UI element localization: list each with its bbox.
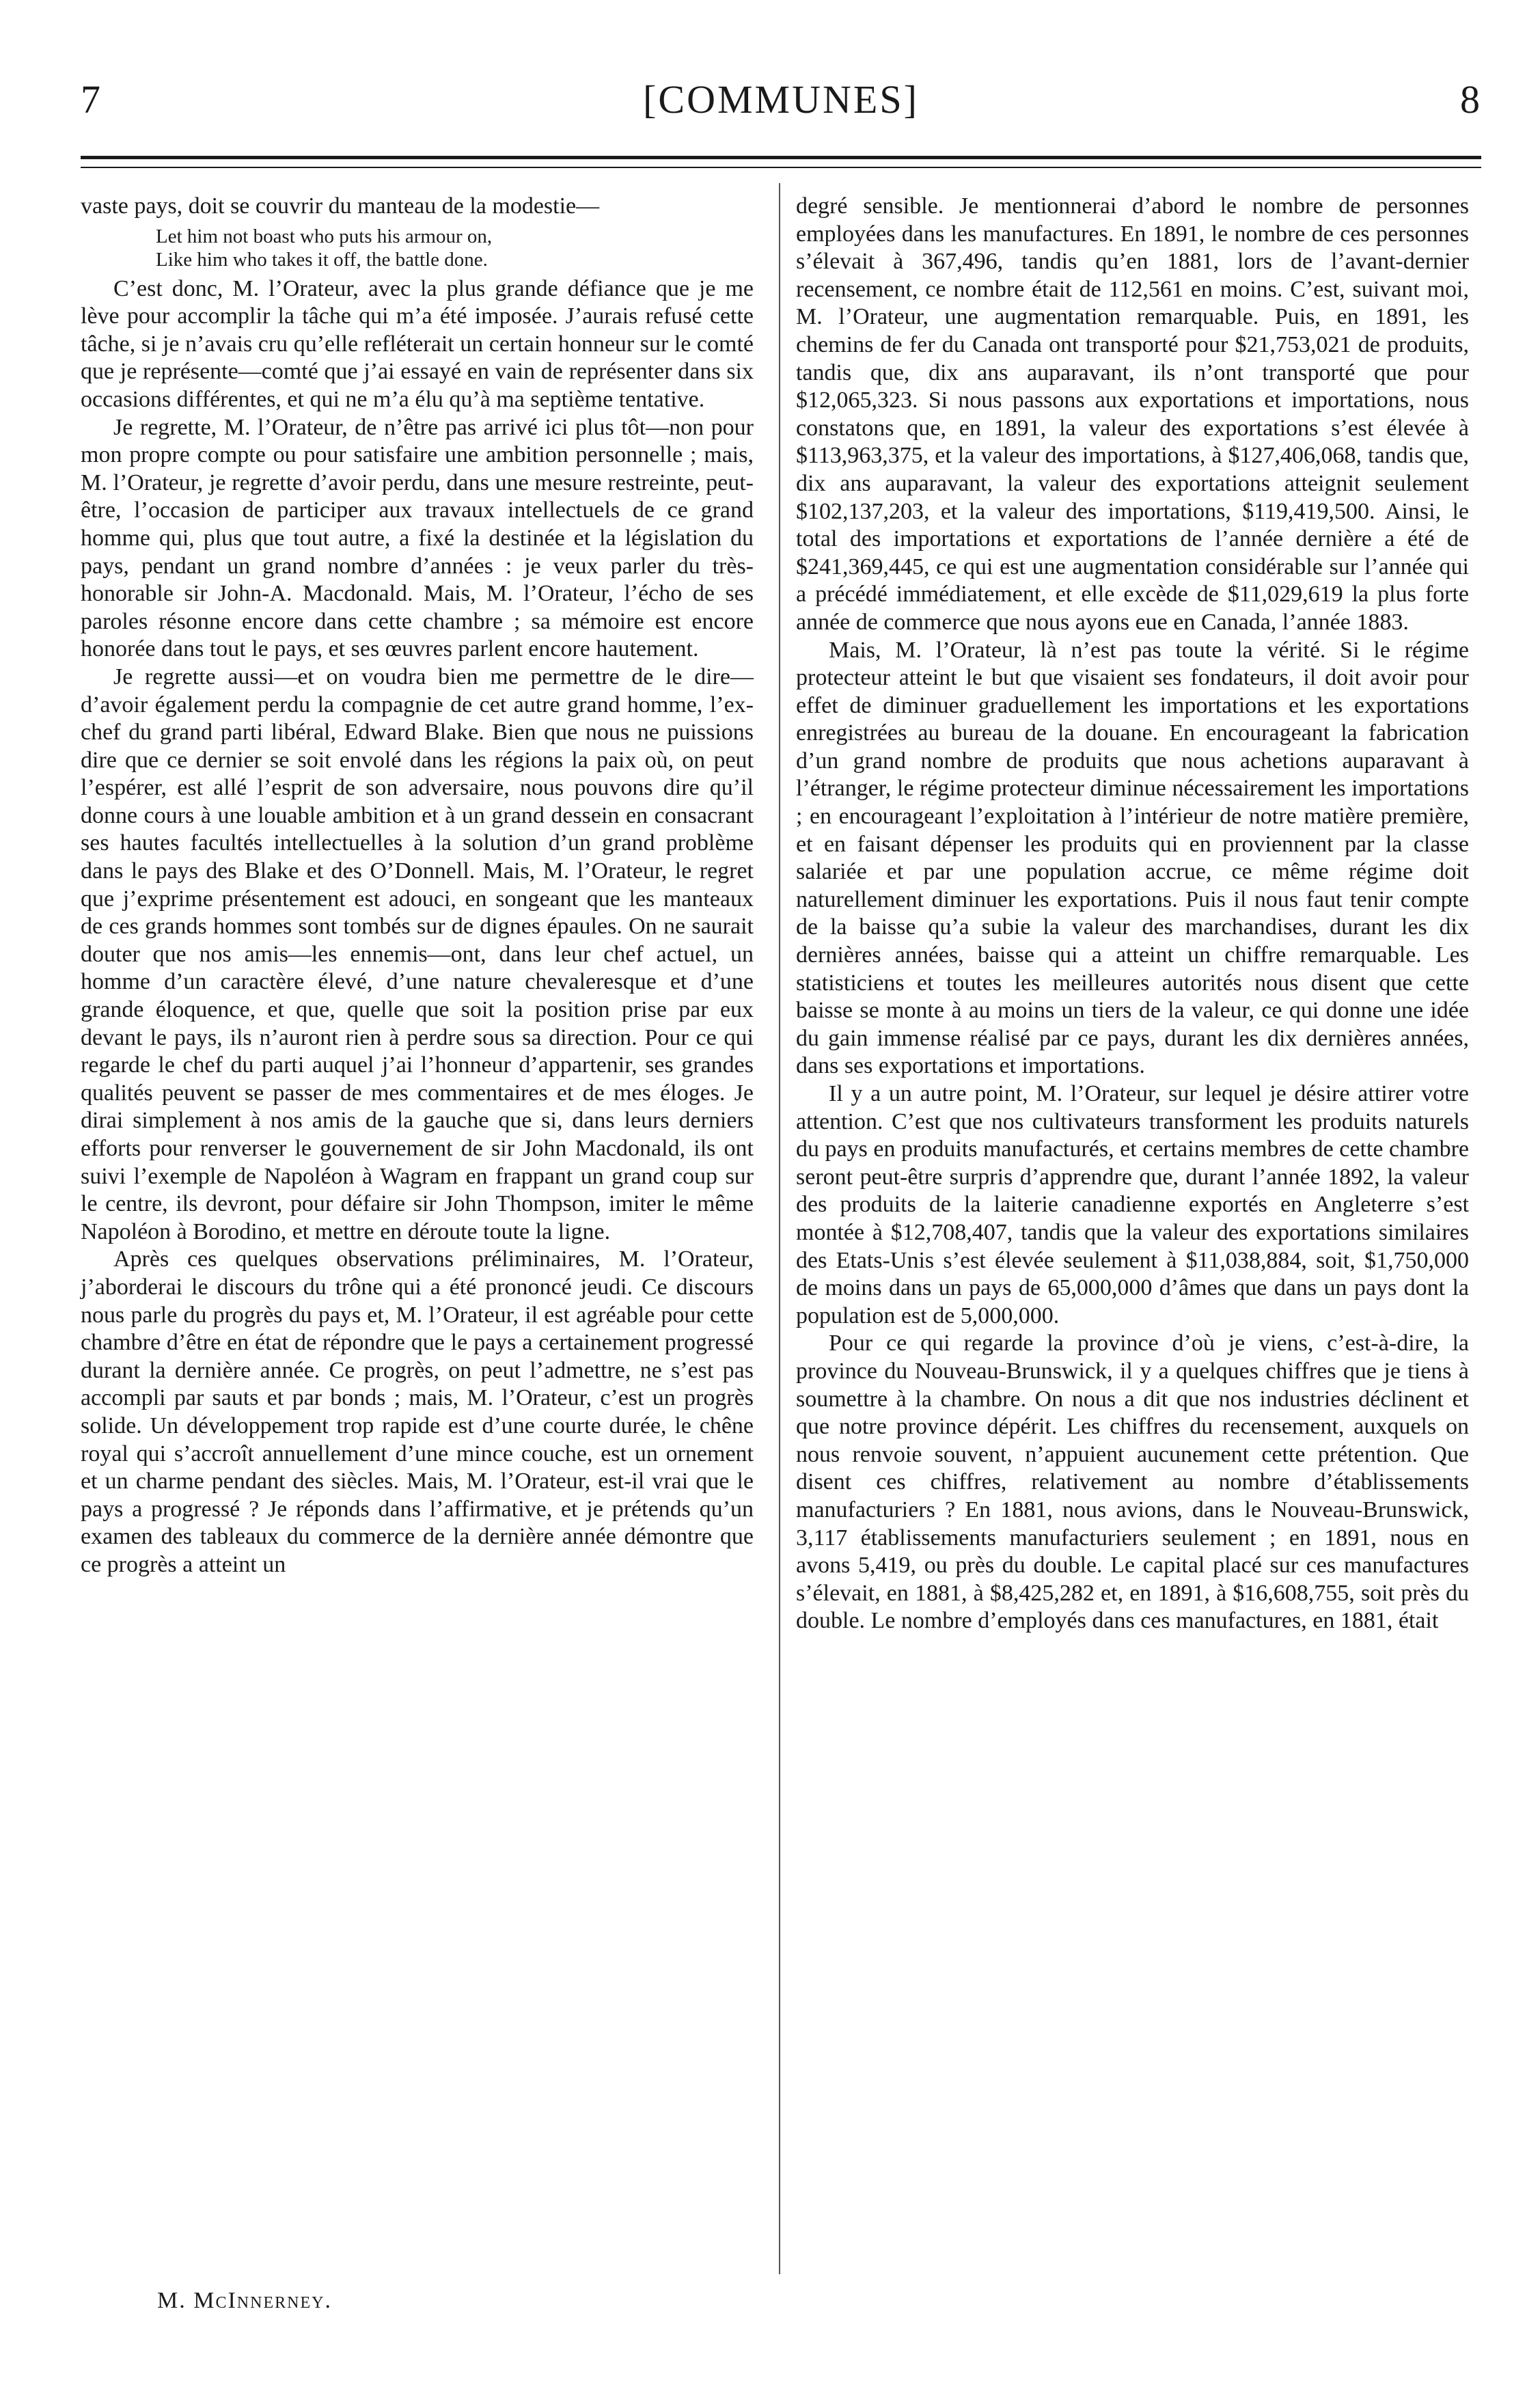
paragraph: vaste pays, doit se couvrir du manteau de la modestie—	[81, 193, 600, 219]
speaker-name: M. McInnerney.	[157, 2288, 332, 2313]
header-rule-thin	[81, 167, 1481, 168]
right-page-number: 8	[1460, 77, 1481, 122]
right-column	[796, 193, 1469, 1635]
paragraph: C’est donc, M. l’Orateur, avec la plus grande défiance que je me lève pour accomplir la tâche qui m’a été imposée. J’aurais refusé cette tâche, si je n’avais cru qu’elle refléterait un certain honneur sur le comté que je représente—comté que j’ai essayé en vain de représenter dans six occasions différentes, et qui ne m’a élu qu’à ma septième tentative.	[81, 275, 754, 412]
paragraph: Je regrette, M. l’Orateur, de n’être pas arrivé ici plus tôt—non pour mon propre compte ou pour satisfaire une ambition personnelle ; mais, M. l’Orateur, je regrette d’avoir perdu, dans une mesure restreinte, peut-être, l’occasion de participer aux travaux intellectuels de ce grand homme qui, plus que tout autre, a fixé la destinée et la législation du pays, pendant un grand nombre d’années : je veux parler du très-honorable sir John-A. Macdonald. Mais, M. l’Orateur, l’écho de ses paroles résonne encore dans cette chambre ; sa mémoire est encore honorée dans tout le pays, et ses œuvres parlent encore hautement.	[81, 414, 754, 662]
paragraph: Il y a un autre point, M. l’Orateur, sur lequel je désire attirer votre attention. C’est que nos cultivateurs transforment les produits naturels du pays en produits manufacturés, et certains membres de cette chambre seront peut-être surpris d’apprendre que, durant l’année 1892, la valeur des produits de la laiterie canadienne exportés en Angleterre s’est montée à $12,708,407, tandis que la valeur des exportations similaires des Etats-Unis s’est élevée seulement à $11,038,884, soit, $1,750,000 de moins dans un pays de 65,000,000 d’âmes que dans un pays dont la population est de 5,000,000.	[796, 1081, 1469, 1328]
column-divider	[779, 183, 780, 2274]
paragraph: degré sensible. Je mentionnerai d’abord le nombre de personnes employées dans les manufactures. En 1891, le nombre de ces personnes s’élevait à 367,496, tandis qu’en 1881, lors de l’avant-dernier recensement, ce nombre était de 112,561 en moins. C’est, suivant moi, M. l’Orateur, une augmentation remarquable. Puis, en 1891, les chemins de fer du Canada ont transporté pour $21,753,021 de produits, tandis que, dix ans auparavant, ils n’ont transporté que pour $12,065,323. Si nous passons aux exportations et importations, nous constatons que, en 1891, la valeur des exportations s’est élevée à $113,963,375, et la valeur des importations, à $127,406,068, tandis que, dix ans auparavant, la valeur des exportations atteignit seulement $102,137,203, et la valeur des importations, $119,419,500. Ainsi, le total des importations et exportations de l’année dernière a été de $241,369,445, ce qui est une augmentation considérable sur l’année qui a précédé immédiatement, et elle excède de $11,029,619 la plus forte année de commerce que nous ayons eue en Canada, l’année 1883.	[796, 193, 1469, 635]
verse-line: Let him not boast who puts his armour on,	[156, 225, 493, 247]
paragraph: Je regrette aussi—et on voudra bien me permettre de le dire—d’avoir également perdu la compagnie de cet autre grand homme, l’ex-chef du grand parti libéral, Edward Blake. Bien que nous ne puissions dire que ce dernier se soit envolé dans les régions la paix où, on peut l’espérer, est allé l’esprit de son adversaire, nous pouvons dire qu’il donne cours à une louable ambition et à un grand dessein en consacrant ses hautes facultés intellectuelles à la solution d’un grand problème dans le pays des Blake et des O’Donnell. Mais, M. l’Orateur, le regret que j’exprime présentement est adouci, en songeant que les manteaux de ces grands hommes sont tombés sur de dignes épaules. On ne saurait douter que nos amis—les ennemis—ont, dans leur chef actuel, un homme d’un caractère élevé, d’une nature chevaleresque et d’une grande éloquence, et que, quelle que soit la position prise par eux devant le pays, ils n’auront rien à perdre sous sa direction. Pour ce qui regarde le chef du parti auquel j’ai l’honneur d’appartenir, ses grandes qualités peuvent se passer de mes commentaires et de mes éloges. Je dirai simplement à nos amis de la gauche que si, dans leurs derniers efforts pour renverser le gouvernement de sir John Macdonald, ils ont suivi l’exemple de Napoléon à Wagram en frappant un grand coup sur le centre, ils devront, pour défaire sir John Thompson, imiter le même Napoléon à Borodino, et mettre en déroute toute la ligne.	[81, 664, 754, 1244]
running-title: [COMMUNES]	[643, 77, 919, 122]
header-rule-thick	[81, 156, 1481, 159]
paragraph: Pour ce qui regarde la province d’où je viens, c’est-à-dire, la province du Nouveau-Brunswick, il y a quelques chiffres que je tiens à soumettre à la chambre. On nous a dit que nos industries déclinent et que notre province dépérit. Les chiffres du recensement, auxquels on nous renvoie souvent, n’appuient aucunement cette prétention. Que disent ces chiffres, relativement au nombre d’établissements manufacturiers ? En 1881, nous avions, dans le Nouveau-Brunswick, 3,117 établissements manufacturiers seulement ; en 1891, nous en avons 5,419, ou près du double. Le capital placé sur ces manufactures s’élevait, en 1881, à $8,425,282 et, en 1891, à $16,608,755, soit près du double. Le nombre d’employés dans ces manufactures, en 1881, était	[796, 1330, 1469, 1634]
verse-line: Like him who takes it off, the battle done.	[156, 248, 488, 271]
left-page-number: 7	[81, 77, 102, 122]
verse-quote	[156, 225, 754, 271]
left-column	[81, 193, 754, 1579]
paragraph: Mais, M. l’Orateur, là n’est pas toute la vérité. Si le régime protecteur atteint le but que visaient ses fondateurs, il doit avoir pour effet de diminuer graduellement les importations et les exportations enregistrées au bureau de la douane. En encourageant la fabrication d’un grand nombre de produits que nous achetions auparavant à l’étranger, le régime protecteur diminue nécessairement les importations ; en encourageant l’exploitation à l’intérieur de notre matière première, et en faisant dépenser les produits qui en proviennent par la classe salariée et par une population accrue, ce même régime doit naturellement diminuer les exportations. Puis il nous faut tenir compte de la baisse qu’a subie la valeur des marchandises, durant les dix dernières années, baisse qui a atteint un chiffre remarquable. Les statisticiens et toutes les meilleures autorités nous disent que cette baisse se monte à au moins un tiers de la valeur, ce qui donne une idée du gain immense réalisé par ce pays, durant les dix dernières années, dans ses exportations et importations.	[796, 637, 1469, 1079]
page-header	[81, 77, 1481, 131]
paragraph: Après ces quelques observations préliminaires, M. l’Orateur, j’aborderai le discours du trône qui a été prononcé jeudi. Ce discours nous parle du progrès du pays et, M. l’Orateur, il est agréable pour cette chambre d’être en état de répondre que le pays a certainement progressé durant la dernière année. Ce progrès, on peut l’admettre, ne s’est pas accompli par sauts et par bonds ; mais, M. l’Orateur, c’est un progrès solide. Un développement trop rapide est d’une courte durée, le chêne royal qui s’accroît annuellement d’une mince couche, est un ornement et un charme pendant des siècles. Mais, M. l’Orateur, est-il vrai que le pays a progressé ? Je réponds dans l’affirmative, et je prétends qu’un examen des tableaux du commerce de la dernière année démontre que ce progrès a atteint un	[81, 1246, 754, 1577]
